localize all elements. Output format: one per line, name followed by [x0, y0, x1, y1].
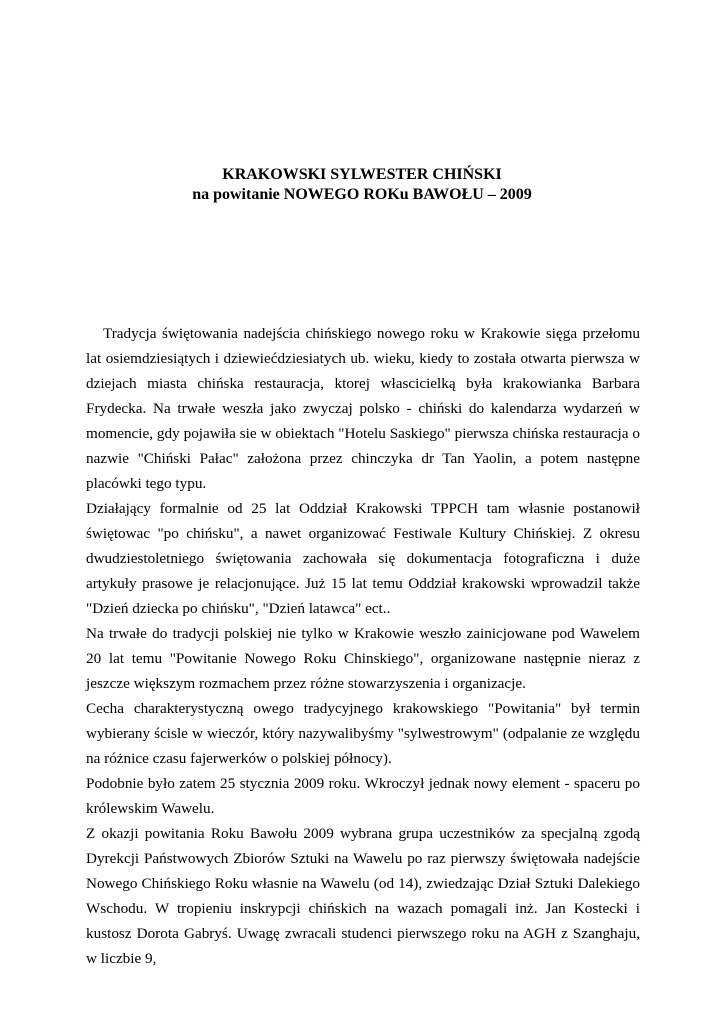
paragraph-6: Z okazji powitania Roku Bawołu 2009 wybrana grupa uczestników za specjalną zgodą Dyrekcji Państwowych Zbiorów Sztuki na Wawelu po raz pierwszy świętowała nadejście Nowego Chińskiego Roku własnie na Wawelu (od 14), zwiedzając Dział Sztuki Dalekiego Wschodu. W tropieniu inskrypcji chińskich na wazach pomagali inż. Jan Kostecki i kustosz Dorota Gabryś. Uwagę zwracali studenci pierwszego roku na AGH z Szanghaju, w liczbie 9,: [86, 825, 640, 967]
paragraph-2: Działający formalnie od 25 lat Oddział Krakowski TPPCH tam własnie postanowił świętowac "po chińsku", a nawet organizować Festiwale Kultury Chińskiej. Z okresu dwudziestoletniego świętowania zachowała się dokumentacja fotograficzna i duże artykuły prasowe je relacjonujące. Już 15 lat temu Oddział krakowski wprowadzil także "Dzień dziecka po chińsku", "Dzień latawca" ect..: [86, 500, 640, 617]
document-body: [86, 321, 640, 971]
paragraph-1: Tradycja świętowania nadejścia chińskiego nowego roku w Krakowie sięga przełomu lat osiemdziesiątych i dziewiećdziesiatych ub. wieku, kiedy to została otwarta pierwsza w dziejach miasta chińska restauracja, ktorej włascicielką była krakowianka Barbara Frydecka. Na trwałe weszła jako zwyczaj polsko - chiński do kalendarza wydarzeń w momencie, gdy pojawiła sie w obiektach "Hotelu Saskiego" pierwsza chińska restauracja o nazwie "Chiński Pałac" założona przez chinczyka dr Tan Yaolin, a potem następne placówki tego typu.: [86, 325, 640, 492]
title-line-2: na powitanie NOWEGO ROKu BAWOŁU – 2009: [192, 186, 532, 203]
document-title: [0, 165, 724, 205]
paragraph-4: Cecha charakterystyczną owego tradycyjnego krakowskiego "Powitania" był termin wybierany ścisle w wieczór, który nazywalibyśmy "sylwestrowym" (odpalanie ze względu na różnice czasu fajerwerków o polskiej północy).: [86, 700, 640, 767]
paragraph-5: Podobnie było zatem 25 stycznia 2009 roku. Wkroczył jednak nowy element - spaceru po królewskim Wawelu.: [86, 775, 640, 817]
paragraph-3: Na trwałe do tradycji polskiej nie tylko w Krakowie weszło zainicjowane pod Wawelem 20 lat temu "Powitanie Nowego Roku Chinskiego", organizowane następnie nieraz z jeszcze większym rozmachem przez różne stowarzyszenia i organizacje.: [86, 625, 640, 692]
title-line-1: KRAKOWSKI SYLWESTER CHIŃSKI: [222, 166, 502, 183]
